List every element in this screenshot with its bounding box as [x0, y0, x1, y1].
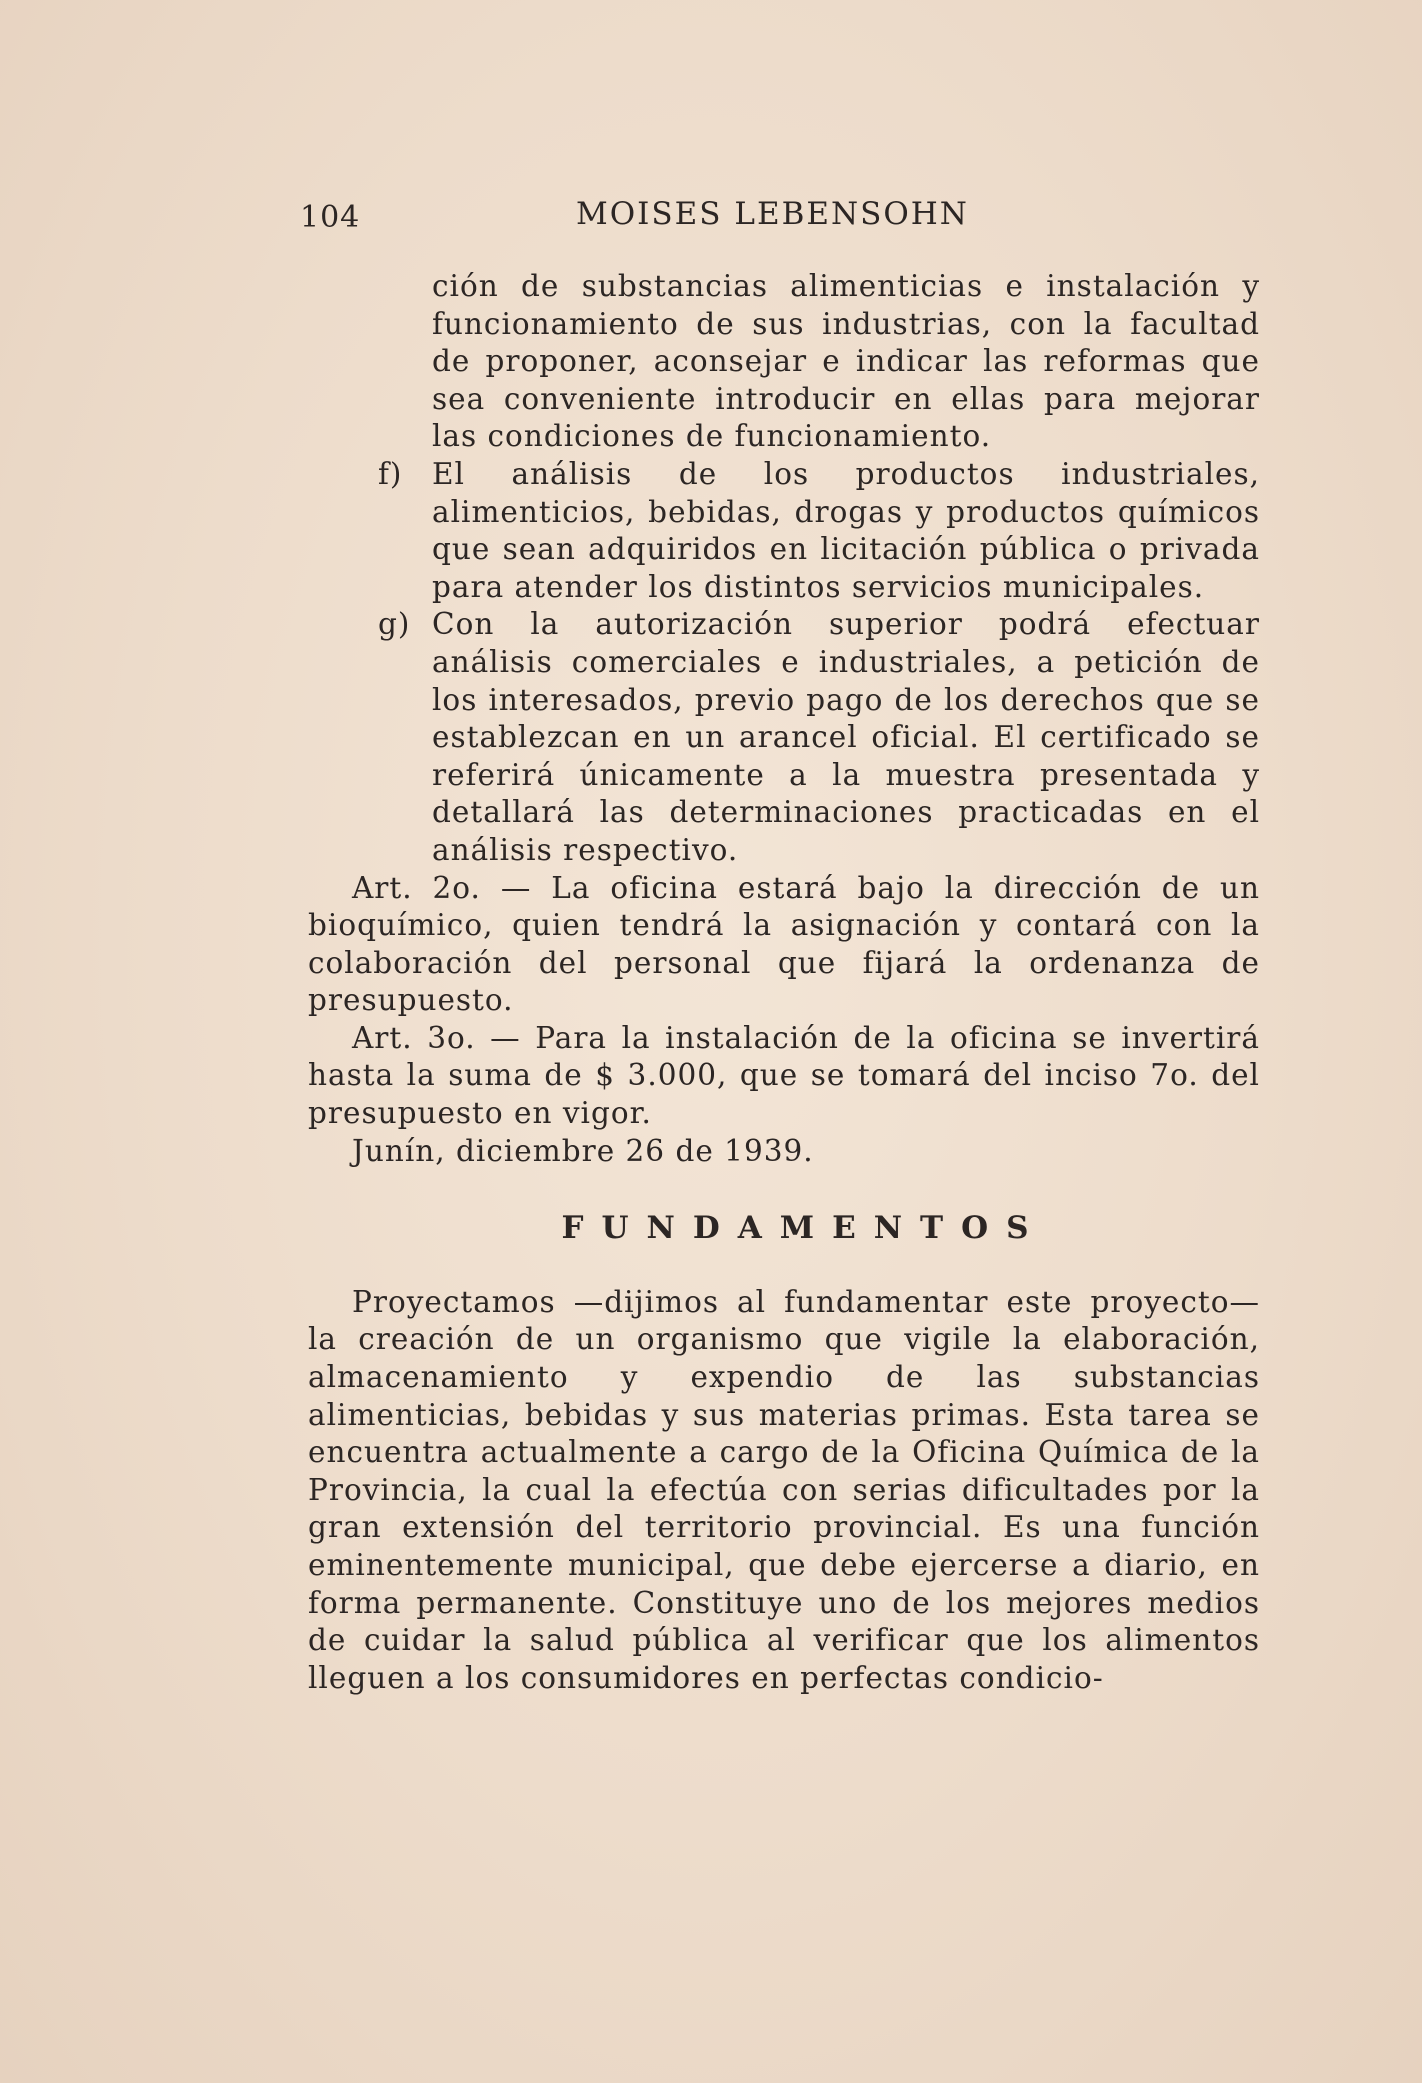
article-3: Art. 3o. — Para la instalación de la oficina se invertirá hasta la suma de $ 3.000, que se tomará del inciso 7o. del presupuesto en vigor.: [308, 1020, 1260, 1131]
date-line: Junín, diciembre 26 de 1939.: [352, 1133, 814, 1168]
item-text: ción de substancias alimenticias e instalación y funcionamiento de sus industrias, con la facultad de proponer, aconsejar e indicar las reformas que sea conveniente introducir en ellas para mejorar las condiciones de funcionamiento.: [432, 269, 1260, 454]
section-heading: FUNDAMENTOS: [561, 1210, 1047, 1247]
item-text: El análisis de los productos industriales, alimenticios, bebidas, drogas y productos químicos que sean adquiridos en licitación pública o privada para atender los distintos servicios municipales.: [432, 456, 1260, 604]
running-head: [300, 196, 1310, 246]
list-item-f: [308, 456, 1260, 606]
fundamentos-paragraph: Proyectamos —dijimos al fundamentar este proyecto— la creación de un organismo que vigile la elaboración, almacenamiento y expendio de las substancias alimenticias, bebidas y sus materias primas. Esta tarea se encuentra actualmente a cargo de la Oficina Química de la Provincia, la cual la efectúa con serias dificultades por la gran extensión del territorio provincial. Es una función eminentemente municipal, que debe ejercerse a diario, en forma permanente. Constituye uno de los mejores medios de cuidar la salud pública al verificar que los alimentos lleguen a los consumidores en perfectas condicio-: [308, 1284, 1260, 1695]
running-title: MOISES LEBENSOHN: [576, 196, 969, 232]
list-item-g: [308, 606, 1260, 869]
list-item-continuation: [308, 268, 1260, 456]
article-2: Art. 2o. — La oficina estará bajo la dirección de un bioquímico, quien tendrá la asignación y contará con la colaboración del personal que fijará la ordenanza de presupuesto.: [308, 870, 1260, 1018]
item-text: Con la autorización superior podrá efectuar análisis comerciales e industriales, a petición de los interesados, previo pago de los derechos que se establezcan en un arancel oficial. El certificado se referirá únicamente a la muestra presentada y detallará las determinaciones practicadas en el análisis respectivo.: [432, 607, 1260, 867]
item-letter: g): [378, 607, 411, 642]
page-number: 104: [300, 200, 361, 235]
body-text: [308, 268, 1260, 1697]
item-letter: f): [378, 456, 403, 491]
